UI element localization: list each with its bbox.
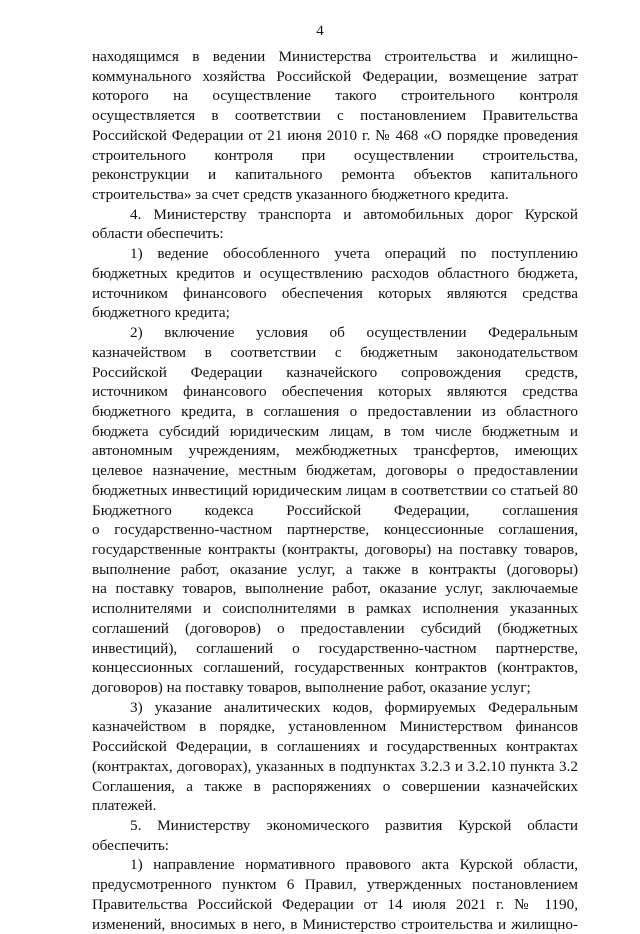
page-number: 4	[316, 23, 324, 39]
text-line: строительства» за счет средств указанного бюджетного кредита.	[92, 186, 509, 204]
text-line: концессионных соглашений, государственных контрактов (контрактов,	[92, 659, 578, 677]
text-line: договоров) на поставку товаров, выполнение работ, оказание услуг;	[92, 679, 531, 696]
text-line: бюджетных кредитов и осуществлению расходов областного бюджета,	[92, 264, 578, 282]
text-line: области обеспечить:	[92, 225, 224, 243]
text-line: бюджетного кредита;	[92, 304, 230, 322]
text-line: строительного контроля при осуществлении строительства,	[92, 146, 578, 164]
text-line: (контрактах, договорах), указанных в подпунктах 3.2.3 и 3.2.10 пункта 3.2	[92, 757, 578, 775]
text-line: Правительства Российской Федерации от 14 июля 2021 г. № 1190,	[92, 895, 578, 913]
document-body	[92, 47, 578, 934]
text-line: предусмотренного пунктом 6 Правил, утвержденных постановлением	[92, 876, 578, 894]
text-line: источником финансового обеспечения которых являются средства	[92, 383, 578, 401]
text-line: бюджета субсидий юридическим лицам, в том числе бюджетным и	[92, 422, 578, 440]
text-line: государственные контракты (контракты, договоры) на поставку товаров,	[92, 540, 578, 558]
text-line: инвестиций), соглашений о государственно-частном партнерстве,	[92, 639, 578, 657]
text-line: 4. Министерству транспорта и автомобильных дорог Курской	[130, 205, 578, 223]
text-line: Российской Федерации, в соглашениях и государственных контрактах	[92, 738, 578, 756]
text-line: коммунального хозяйства Российской Федерации, возмещение затрат	[92, 67, 578, 85]
text-line: на поставку товаров, выполнение работ, оказание услуг, заключаемые	[92, 580, 578, 598]
text-line: обеспечить:	[92, 836, 170, 854]
text-line: 2) включение условия об осуществлении Федеральным	[130, 324, 578, 342]
text-line: 1) ведение обособленного учета операций по поступлению	[130, 245, 578, 263]
text-line: которого на осуществление такого строительного контроля	[92, 87, 578, 105]
text-line: находящимся в ведении Министерства строительства и жилищно-	[92, 48, 578, 65]
text-line: Российской Федерации казначейского сопровождения средств,	[92, 363, 578, 381]
text-line: 1) направление нормативного правового акта Курской области,	[130, 856, 578, 874]
text-line: Российской Федерации от 21 июня 2010 г. № 468 «О порядке проведения	[92, 126, 578, 144]
text-line: автономным учреждениям, межбюджетных трансфертов, имеющих	[92, 442, 578, 460]
text-line: изменений, вносимых в него, в Министерство строительства и жилищно-	[92, 915, 578, 933]
text-line: Бюджетного кодекса Российской Федерации, соглашения	[92, 501, 578, 519]
text-line: платежей.	[92, 797, 157, 815]
text-line: о государственно-частном партнерстве, концессионные соглашения,	[92, 521, 578, 539]
text-line: Соглашения, а также в распоряжениях о совершении казначейских	[92, 777, 578, 795]
text-line: казначейством в соответствии с бюджетным законодательством	[92, 343, 578, 361]
text-line: соглашений (договоров) о предоставлении субсидий (бюджетных	[92, 619, 578, 637]
text-line: выполнение работ, оказание услуг, а также в контракты (договоры)	[92, 560, 578, 578]
text-line: 5. Министерству экономического развития Курской области	[130, 817, 578, 835]
text-line: реконструкции и капитального ремонта объектов капитального	[92, 166, 578, 184]
text-line: казначейством в порядке, установленном Министерством финансов	[92, 718, 578, 736]
text-line: бюджетного кредита, в соглашения о предоставлении из областного	[92, 402, 578, 420]
text-line: исполнителями и соисполнителями в рамках исполнения указанных	[92, 600, 578, 618]
text-line: бюджетных инвестиций юридическим лицам в соответствии со статьей 80	[92, 481, 578, 499]
text-line: 3) указание аналитических кодов, формируемых Федеральным	[130, 698, 578, 716]
text-line: источником финансового обеспечения которых являются средства	[92, 284, 578, 302]
text-line: целевое назначение, местным бюджетам, договоры о предоставлении	[92, 462, 578, 480]
text-line: осуществляется в соответствии с постановлением Правительства	[92, 107, 578, 125]
